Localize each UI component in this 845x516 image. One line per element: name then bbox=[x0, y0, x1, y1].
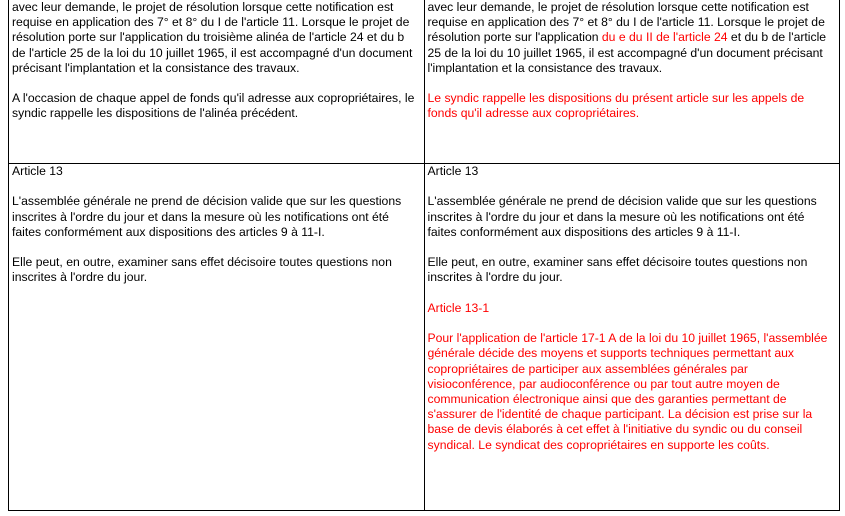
table-row bbox=[9, 0, 840, 164]
changed-paragraph: Pour l'application de l'article 17-1 A de la loi du 10 juillet 1965, l'assemblée générale décide des moyens et supports techniques permettant aux copropriétaires de participer aux assemblées générales par visioconférence, par audioconférence ou par tout autre moyen de communication électronique ainsi que des garanties permettant de s'assurer de l'identité de chaque participant. La décision est prise sur la base de devis élaborés à cet effet à l'initiative du syndic ou du conseil syndical. Le syndicat des copropriétaires en supporte les coûts. bbox=[427, 331, 828, 452]
left-cell-article-13 bbox=[9, 164, 425, 511]
left-paragraph: L'assemblée générale ne prend de décision valide que sur les questions inscrites à l'ordre du jour et dans la mesure où les notifications ont été faites conformément aux dispositions des articles 9 à 11-I. bbox=[12, 194, 402, 239]
left-paragraph: A l'occasion de chaque appel de fonds qu'il adresse aux copropriétaires, le syndic rappelle les dispositions de l'alinéa précédent. bbox=[12, 91, 415, 121]
right-paragraph: L'assemblée générale ne prend de décision valide que sur les questions inscrites à l'ordre du jour et dans la mesure où les notifications ont été faites conformément aux dispositions des articles 9 à 11-I. bbox=[427, 194, 817, 239]
changed-paragraph: Le syndic rappelle les dispositions du présent article sur les appels de fonds qu'il adresse aux copropriétaires. bbox=[427, 91, 805, 121]
unchanged-text: et du b de l'article 25 de la loi du 10 juillet 1965, il est accompagné d'un document précisant l'implantation et la consistance des travaux. bbox=[427, 30, 827, 75]
left-paragraph: avec leur demande, le projet de résolution lorsque cette notification est requise en application des 7° et 8° du I de l'article 11. Lorsque le projet de résolution porte sur l'application du troisième alinéa de l'article 24 et du b de l'article 25 de la loi du 10 juillet 1965, il est accompagné d'un document précisant l'implantation et la consistance des travaux. bbox=[12, 0, 413, 75]
right-cell-article-13 bbox=[424, 164, 840, 511]
table-row bbox=[9, 164, 840, 511]
new-article-title: Article 13-1 bbox=[427, 300, 490, 315]
left-cell-article-12 bbox=[9, 0, 425, 164]
comparison-table bbox=[8, 0, 840, 511]
left-paragraph: Elle peut, en outre, examiner sans effet décisoire toutes questions non inscrites à l'ordre du jour. bbox=[12, 255, 392, 285]
right-paragraph: Elle peut, en outre, examiner sans effet décisoire toutes questions non inscrites à l'ordre du jour. bbox=[427, 255, 808, 285]
right-cell-article-12 bbox=[424, 0, 840, 164]
unchanged-text: avec leur demande, le projet de résolution lorsque cette notification est requise en application des 7° et 8° du I de l'article 11. Lorsque le projet de résolution porte sur l'application bbox=[427, 0, 825, 45]
right-paragraph bbox=[428, 0, 837, 76]
article-title: Article 13 bbox=[12, 164, 63, 178]
article-title: Article 13 bbox=[427, 164, 479, 178]
changed-text: du e du II de l'article 24 bbox=[601, 30, 728, 45]
